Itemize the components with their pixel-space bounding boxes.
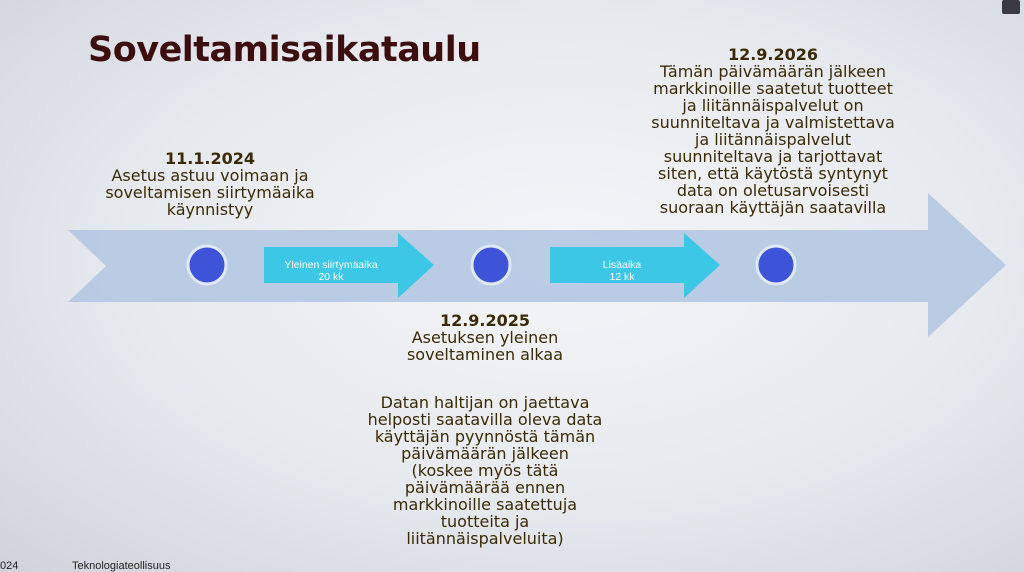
sub-arrow-label-transition [262,259,400,283]
note-text-line: tuotteita ja [440,512,530,531]
milestone-text-line: käynnistyy [166,200,254,219]
milestone-date: 11.1.2024 [164,149,256,168]
note-text-line: (koskee myös tätä [411,461,559,480]
note-text-line: liitännäispalveluita) [406,529,564,548]
milestone-text-line: suunniteltava ja valmistettava [651,113,895,132]
projector-corner-icon [1002,0,1020,14]
milestone-text-line: Tämän päivämäärän jälkeen [659,62,887,81]
sub-arrow-title: Lisäaika [602,259,642,271]
milestone-text-line: soveltamisen siirtymäaika [105,183,315,202]
milestone-text-line: siten, että käytöstä syntynyt [658,164,888,183]
note-text-line: käyttäjän pyynnöstä tämän [374,427,596,446]
note-text-line: päivämäärän jälkeen [401,444,569,463]
data-sharing-note [340,394,630,547]
milestone-text-line: markkinoille saatetut tuotteet [653,79,893,98]
sub-arrow-label-extension [548,259,696,283]
sub-arrow-duration: 20 kk [318,271,344,283]
milestone-dot-2025 [472,246,510,284]
milestone-date: 12.9.2025 [439,311,531,330]
sub-arrow-duration: 12 kk [609,271,635,283]
milestone-dot-2024 [188,246,226,284]
sub-arrow-title: Yleinen siirtymäaika [284,259,378,271]
slide-title: Soveltamisaikataulu [88,30,481,70]
milestone-2025 [340,312,630,363]
milestone-text-line: data on oletusarvoisesti [676,181,870,200]
milestone-text-line: Asetuksen yleinen [411,328,559,347]
milestone-text-line: soveltaminen alkaa [406,345,564,364]
footer-date-fragment: 024 [0,560,19,572]
milestone-text-line: ja liitännäispalvelut [694,130,852,149]
milestone-2024 [70,150,350,218]
milestone-text-line: suunniteltava ja tarjottavat [663,147,883,166]
milestone-dot-2026 [757,246,795,284]
note-text-line: Datan haltijan on jaettava [380,393,590,412]
footer-organization: Teknologiateollisuus [72,560,171,572]
milestone-text-line: suoraan käyttäjän saatavilla [659,198,887,217]
milestone-2026 [628,46,918,216]
note-text-line: markkinoille saatettuja [392,495,578,514]
milestone-text-line: Asetus astuu voimaan ja [111,166,309,185]
note-text-line: helposti saatavilla oleva data [367,410,603,429]
note-text-line: päivämäärää ennen [404,478,566,497]
milestone-date: 12.9.2026 [727,45,819,64]
milestone-text-line: ja liitännäispalvelut on [682,96,864,115]
